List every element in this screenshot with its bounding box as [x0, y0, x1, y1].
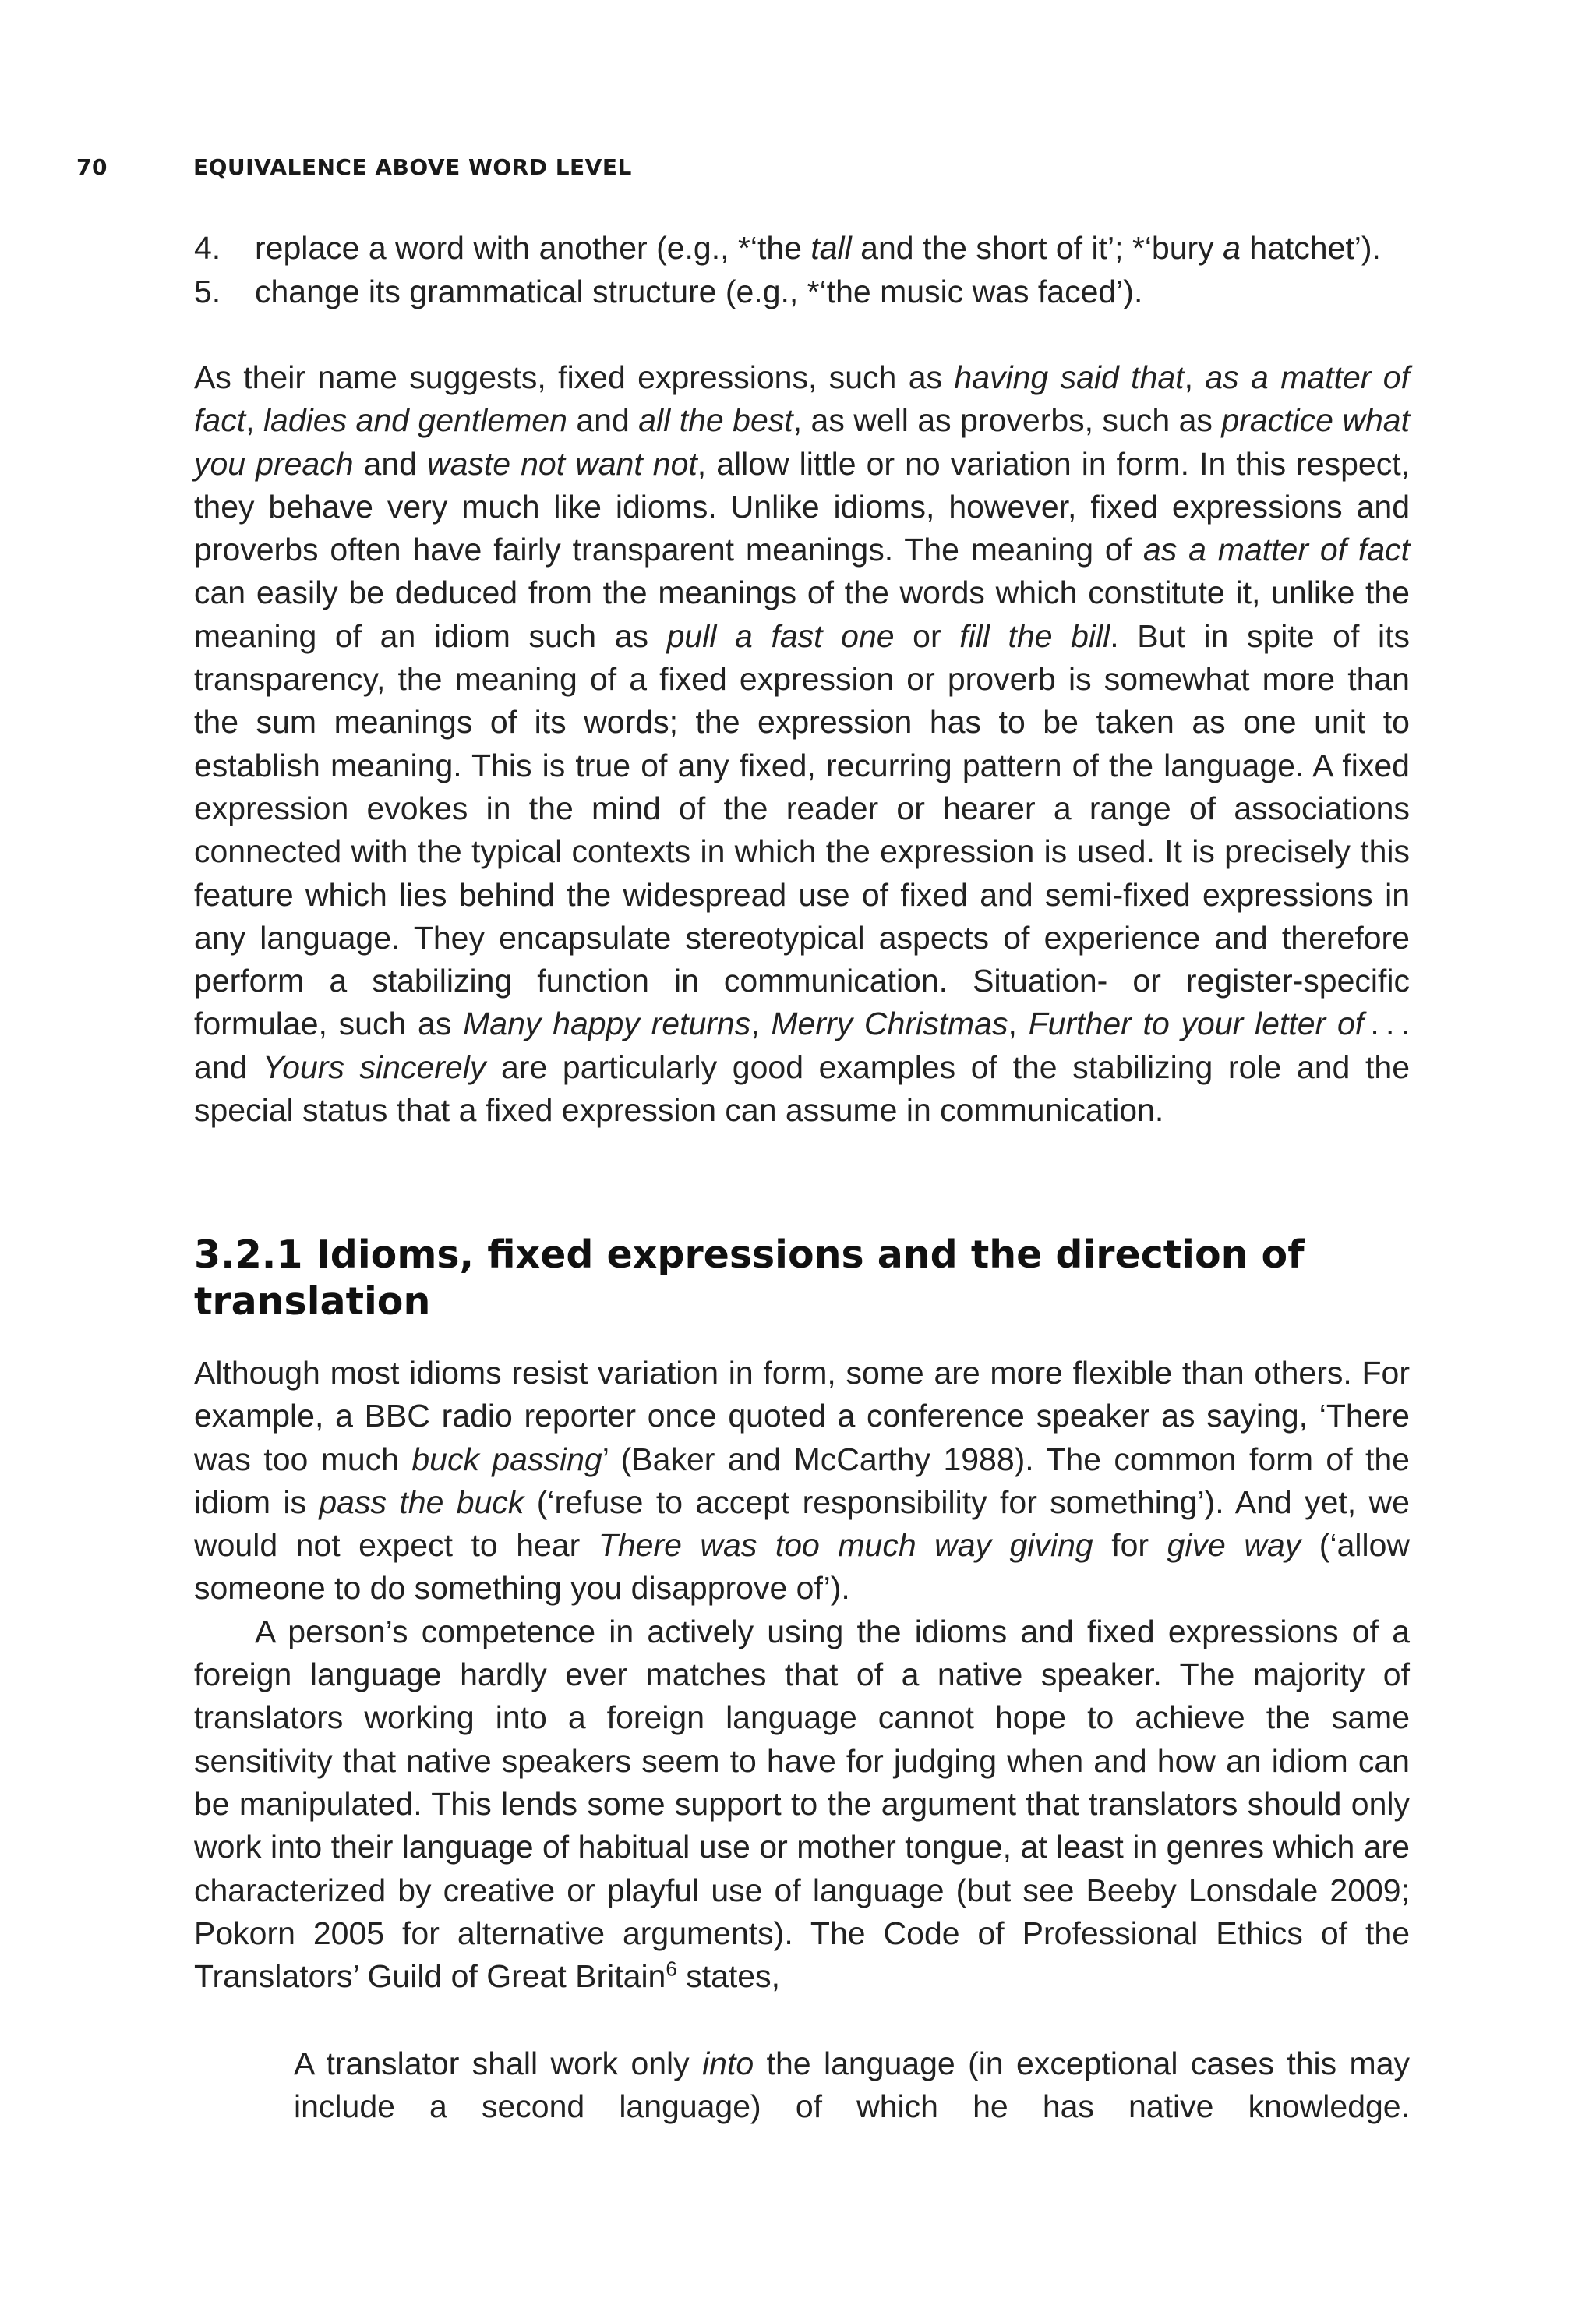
italic-phrase: Many happy returns [463, 1006, 751, 1042]
italic-phrase: pass the buck [319, 1483, 524, 1520]
italic-phrase: Merry Christmas [771, 1006, 1008, 1042]
italic-phrase: Further to your letter of [1028, 1006, 1365, 1042]
footnote-marker: 6 [666, 1957, 677, 1981]
text-run: , [1008, 1006, 1029, 1042]
text-run: states, [676, 1958, 780, 1995]
text-run: hatchet’). [1240, 230, 1381, 266]
text-run: . . . and [194, 1006, 1410, 1085]
text-run: ’ (Baker and McCarthy 1988). The common form of the idiom is [194, 1441, 1410, 1520]
text-run: or [894, 617, 960, 654]
italic-phrase: into [702, 2046, 754, 2081]
italic-phrase: Yours sincerely [263, 1048, 486, 1085]
italic-phrase: as a matter of fact [194, 359, 1410, 439]
list-item-text [255, 226, 1381, 270]
text-run: Although most idioms resist variation in form, some are more flexible than others. For example, a BBC radio reporter once quoted a conference speaker as saying, ‘There was too much [194, 1355, 1410, 1477]
paragraph-idiom-variation [194, 1352, 1410, 1611]
text-run: the language (in exceptional cases this may include a second language) of which he has native knowledge. [294, 2046, 1410, 2125]
text-run: (‘allow someone to do something you disapprove of’). [194, 1527, 1410, 1607]
text-run: , [1184, 359, 1206, 395]
list-item [194, 270, 1410, 313]
italic-phrase: practice what you preach [194, 402, 1410, 482]
running-header [76, 154, 632, 180]
text-run: A person’s competence in actively using the idioms and fixed expressions of a foreign language hardly ever matches that of a native speaker. The majority of translators working into a foreign language cannot hope to achieve the same sensitivity that native speakers seem to have for judging when and how an idiom can be manipulated. This lends some support to the argument that translators should only work into their language of habitual use or mother tongue, at least in genres which are characterized by creative or playful use of language (but see Beeby Lonsdale 2009; Pokorn 2005 for alternative arguments). The Code of Professional Ethics of the Translators’ Guild of Great Britain [194, 1613, 1410, 1995]
text-run: change its grammatical structure (e.g., *‘the music was faced’). [255, 274, 1143, 309]
text-run: . But in spite of its transparency, the meaning of a fixed expression or proverb is somewhat more than the sum meanings of its words; the expression has to be taken as one unit to establish meaning. This is true of any fixed, recurring pattern of the language. A fixed expression evokes in the mind of the reader or hearer a range of associations connected with the typical contexts in which the expression is used. It is precisely this feature which lies behind the widespread use of fixed and semi-fixed expressions in any language. They encapsulate stereotypical aspects of experience and therefore perform a stabilizing function in communication. Situation- or register-specific formulae, such as [194, 617, 1410, 1042]
italic-phrase: fill the bill [959, 617, 1110, 654]
paragraph-translator-competence [194, 1611, 1410, 1999]
text-run: for [1093, 1527, 1167, 1564]
list-item-number: 4. [194, 230, 221, 266]
block-quote-text [294, 2042, 1410, 2129]
text-run: , [750, 1006, 772, 1042]
section-heading: 3.2.1 Idioms, fixed expressions and the direction of translation [194, 1232, 1305, 1324]
italic-phrase: buck passing [411, 1441, 602, 1477]
text-run: A translator shall work only [294, 2046, 703, 2081]
running-title: EQUIVALENCE ABOVE WORD LEVEL [193, 154, 632, 180]
italic-phrase: all the best [638, 402, 793, 439]
italic-phrase: waste not want not [426, 445, 697, 482]
italic-phrase: give way [1167, 1527, 1301, 1564]
text-run: replace a word with another (e.g., *‘the [255, 230, 811, 266]
text-run: , [245, 402, 263, 439]
text-run: can easily be deduced from the meanings of the words which constitute it, unlike the meaning of an idiom such as [194, 575, 1410, 654]
page-number: 70 [76, 154, 108, 180]
italic-phrase: ladies and gentlemen [263, 402, 567, 439]
text-run: (‘refuse to accept responsibility for something’). And yet, we would not expect to hear [194, 1483, 1410, 1564]
text-run: , as well as proverbs, such as [793, 402, 1222, 439]
list-item-text [255, 270, 1142, 313]
numbered-list [194, 226, 1410, 313]
italic-phrase: having said that [954, 359, 1185, 395]
text-run: are particularly good examples of the stabilizing role and the special status that a fixed expression can assume in communication. [194, 1048, 1410, 1129]
block-quote [294, 2042, 1410, 2129]
paragraph-group-direction [194, 1352, 1410, 1998]
italic-phrase: pull a fast one [666, 617, 895, 654]
italic-phrase: There was too much way giving [598, 1527, 1093, 1564]
text-run: and [353, 445, 427, 482]
list-item [194, 226, 1410, 270]
text-run: , allow little or no variation in form. In this respect, they behave very much like idioms. Unlike idioms, however, fixed expressions and proverbs often have fairly transparent meanings. The meaning of [194, 445, 1410, 568]
italic-phrase: as a matter of fact [1142, 532, 1411, 568]
text-run: and the short of it’; *‘bury [851, 230, 1223, 266]
paragraph-text [194, 356, 1410, 1132]
list-item-number: 5. [194, 274, 221, 309]
italic-phrase: tall [810, 230, 852, 266]
paragraph-fixed-expressions [194, 356, 1410, 1132]
text-run: As their name suggests, fixed expressions, such as [194, 359, 955, 395]
italic-phrase: a [1223, 230, 1241, 266]
text-run: and [567, 402, 639, 439]
